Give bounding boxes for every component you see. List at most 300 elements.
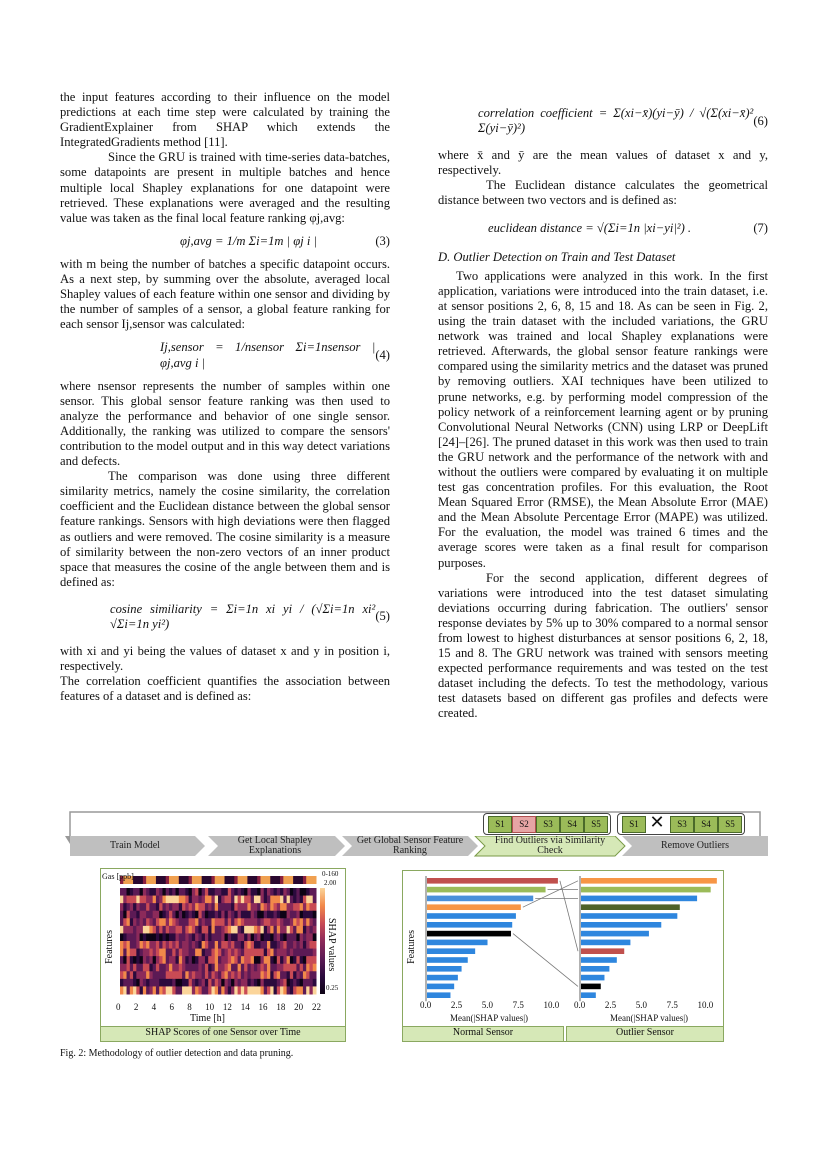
heatmap-cell: [120, 971, 124, 979]
heatmap-cell: [211, 926, 215, 934]
gas-cell: [218, 876, 222, 884]
heatmap-cell: [195, 949, 199, 957]
gas-cell: [290, 876, 294, 884]
heatmap-cell: [146, 964, 150, 972]
heatmap-cell: [287, 956, 291, 964]
bar: [427, 940, 488, 946]
heatmap-cell: [303, 888, 307, 896]
heatmap-cell: [274, 986, 278, 994]
heatmap-cell: [234, 941, 238, 949]
heatmap-cell: [306, 986, 310, 994]
colorbar: [320, 888, 325, 994]
heatmap-cell: [218, 941, 222, 949]
heatmap-cell: [296, 986, 300, 994]
heatmap-cell: [205, 903, 209, 911]
heatmap-cell: [192, 896, 196, 904]
heatmap-cell: [195, 888, 199, 896]
heatmap-cell: [244, 941, 248, 949]
heatmap-cell: [133, 979, 137, 987]
bar-x-tick: 7.5: [512, 1000, 524, 1010]
heatmap-cell: [166, 888, 170, 896]
heatmap-cell: [189, 956, 193, 964]
heatmap-cell: [146, 956, 150, 964]
heatmap-cell: [189, 941, 193, 949]
heatmap-cell: [283, 903, 287, 911]
heatmap-cell: [267, 941, 271, 949]
heatmap-cell: [303, 986, 307, 994]
heatmap-cell: [179, 933, 183, 941]
bar: [581, 957, 617, 963]
heatmap-cell: [127, 933, 131, 941]
bar-x-tick: 10.0: [543, 1000, 560, 1010]
heatmap-cell: [127, 888, 131, 896]
heatmap-cell: [264, 964, 268, 972]
heatmap-cell: [257, 933, 261, 941]
heatmap-cell: [189, 933, 193, 941]
heatmap-cell: [241, 941, 245, 949]
heatmap-cell: [159, 986, 163, 994]
heatmap-cell: [270, 933, 274, 941]
heatmap-cell: [287, 933, 291, 941]
heatmap-cell: [257, 926, 261, 934]
bar: [427, 904, 521, 910]
heatmap-cell: [254, 949, 258, 957]
heatmap-cell: [241, 964, 245, 972]
heatmap-cell: [179, 941, 183, 949]
heatmap-x-tick: 8: [187, 1002, 192, 1012]
heatmap-cell: [238, 926, 242, 934]
heatmap-cell: [215, 896, 219, 904]
heatmap-cell: [130, 986, 134, 994]
heatmap-cell: [215, 903, 219, 911]
heatmap-cell: [260, 926, 264, 934]
heatmap-cell: [156, 888, 160, 896]
heatmap-cell: [257, 979, 261, 987]
figure-caption: Fig. 2: Methodology of outlier detection and data pruning.: [60, 1048, 294, 1059]
heatmap-cell: [313, 918, 317, 926]
heatmap-cell: [205, 918, 209, 926]
heatmap-cell: [225, 926, 229, 934]
heatmap-cell: [234, 986, 238, 994]
heatmap-cell: [303, 971, 307, 979]
heatmap-cell: [202, 888, 206, 896]
heatmap-cell: [247, 979, 251, 987]
equation-3: φj,avg = 1/m Σi=1m | φj i | (3): [180, 233, 390, 248]
heatmap-cell: [257, 964, 261, 972]
heatmap-cell: [244, 986, 248, 994]
bar: [581, 984, 601, 990]
heatmap-cell: [182, 933, 186, 941]
heatmap-cell: [215, 964, 219, 972]
heatmap-cell: [277, 941, 281, 949]
heatmap-cell: [149, 964, 153, 972]
heatmap-cell: [136, 949, 140, 957]
right-column: [438, 104, 768, 722]
heatmap-cell: [215, 911, 219, 919]
heatmap-cell: [254, 918, 258, 926]
heatmap-cell: [182, 964, 186, 972]
heatmap-cell: [290, 911, 294, 919]
heatmap-cell: [309, 933, 313, 941]
heatmap-cell: [198, 896, 202, 904]
heatmap-cell: [238, 903, 242, 911]
heatmap-cell: [123, 949, 127, 957]
heatmap-cell: [123, 896, 127, 904]
colorbar-max: 2.00: [324, 879, 337, 887]
gas-cell: [293, 876, 297, 884]
heatmap-cell: [149, 941, 153, 949]
heatmap-cell: [218, 971, 222, 979]
heatmap-cell: [176, 926, 180, 934]
heatmap-cell: [156, 903, 160, 911]
heatmap-cell: [172, 896, 176, 904]
heatmap-cell: [274, 911, 278, 919]
gas-cell: [162, 876, 166, 884]
heatmap-cell: [247, 956, 251, 964]
heatmap-cell: [234, 896, 238, 904]
heatmap-cell: [149, 918, 153, 926]
paragraph: where x̄ and ȳ are the mean values of dataset x and y, respectively.: [438, 148, 768, 178]
heatmap-cell: [251, 964, 255, 972]
heatmap-cell: [202, 926, 206, 934]
heatmap-cell: [182, 971, 186, 979]
heatmap-cell: [234, 933, 238, 941]
gas-cell: [205, 876, 209, 884]
heatmap-cell: [274, 903, 278, 911]
heatmap-cell: [221, 926, 225, 934]
gas-cell: [198, 876, 202, 884]
heatmap-cell: [313, 911, 317, 919]
heatmap-cell: [153, 911, 157, 919]
heatmap-cell: [244, 956, 248, 964]
heatmap-cell: [208, 911, 212, 919]
heatmap-cell: [185, 941, 189, 949]
gas-cell: [189, 876, 193, 884]
heatmap-cell: [274, 918, 278, 926]
heatmap-cell: [162, 926, 166, 934]
heatmap-cell: [277, 896, 281, 904]
heatmap-cell: [189, 903, 193, 911]
heatmap-cell: [221, 964, 225, 972]
colorbar-label: SHAP values: [326, 918, 337, 972]
gas-cell: [202, 876, 206, 884]
heatmap-cell: [127, 971, 131, 979]
bar: [427, 984, 454, 990]
heatmap-cell: [143, 933, 147, 941]
bar-x-tick: 10.0: [697, 1000, 714, 1010]
heatmap-cell: [241, 896, 245, 904]
gas-cell: [143, 876, 147, 884]
gas-cell: [234, 876, 238, 884]
heatmap-cell: [215, 971, 219, 979]
heatmap-cell: [185, 933, 189, 941]
heatmap-cell: [313, 971, 317, 979]
heatmap-cell: [221, 888, 225, 896]
heatmap-cell: [290, 933, 294, 941]
heatmap-cell: [211, 911, 215, 919]
paragraph: Since the GRU is trained with time-series data-batches, some datapoints are present in multiple batches and hence multiple local Shapley explanations for one datapoint were retrieved. These explanations were averaged and the resulting value was taken as the final local feature ranking φj,avg:: [60, 150, 390, 225]
bar: [427, 966, 462, 972]
bar: [427, 913, 516, 919]
heatmap-cell: [202, 949, 206, 957]
heatmap-cell: [192, 949, 196, 957]
heatmap-cell: [189, 949, 193, 957]
heatmap-cell: [140, 971, 144, 979]
heatmap-cell: [270, 903, 274, 911]
heatmap-cell: [208, 888, 212, 896]
heatmap-cell: [127, 956, 131, 964]
heatmap-cell: [172, 918, 176, 926]
heatmap-cell: [277, 986, 281, 994]
heatmap-cell: [215, 956, 219, 964]
bar-x-tick: 5.0: [481, 1000, 493, 1010]
paragraph: the input features according to their influence on the model predictions at each time step were calculated by training the GradientExplainer from SHAP which extends the IntegratedGradients method [11].: [60, 90, 390, 150]
heatmap-cell: [205, 933, 209, 941]
heatmap-cell: [159, 956, 163, 964]
heatmap-cell: [306, 979, 310, 987]
heatmap-cell: [120, 979, 124, 987]
heatmap-cell: [140, 918, 144, 926]
heatmap-cell: [176, 986, 180, 994]
heatmap-cell: [254, 933, 258, 941]
heatmap-cell: [123, 911, 127, 919]
heatmap-cell: [296, 903, 300, 911]
heatmap-cell: [172, 888, 176, 896]
heatmap-cell: [309, 911, 313, 919]
heatmap-cell: [159, 911, 163, 919]
heatmap-cell: [293, 896, 297, 904]
heatmap-cell: [127, 918, 131, 926]
heatmap-cell: [185, 956, 189, 964]
heatmap-cell: [153, 964, 157, 972]
heatmap-x-tick: 6: [169, 1002, 174, 1012]
heatmap-cell: [254, 956, 258, 964]
heatmap-cell: [211, 888, 215, 896]
heatmap-cell: [270, 911, 274, 919]
heatmap-cell: [293, 979, 297, 987]
paragraph: Two applications were analyzed in this work. In the first application, variations were introduced into the train dataset, i.e. at sensor positions 2, 6, 8, 15 and 18. As can be seen in Fig. 2, using the train dataset with the included variations, the GRU network was trained and local Shapley explanations were retrieved. Afterwards, the global sensor feature rankings were compared using the similarity metrics and the dataset was pruned by removing outliers. XAI techniques have been utilized to prune networks, e.g. by performing model compression of the policy network of a reinforcement learning agent or by pruning Convolutional Neural Networks (CNN) using LRP or DeepLift [24]–[26]. The pruned dataset in this work was then used to train the GRU network and the performance of the network with and without the outliers were compared by evaluating it on multiple test gas concentration profiles. For this evaluation, the Root Mean Squared Error (RMSE), the Mean Absolute Error (MAE) and the Mean Absolute Percentage Error (MAPE) was utilized. For the evaluation, the model was trained 6 times and the average scores were taken as a final result for comparison purposes.: [438, 268, 768, 570]
heatmap-cell: [218, 926, 222, 934]
heatmap-cell: [264, 933, 268, 941]
heatmap-cell: [205, 941, 209, 949]
heatmap-cell: [231, 941, 235, 949]
heatmap-cell: [293, 949, 297, 957]
heatmap-cell: [267, 971, 271, 979]
heatmap-cell: [189, 911, 193, 919]
heatmap-cell: [257, 971, 261, 979]
paragraph: with xi and yi being the values of dataset x and y in position i, respectively.: [60, 644, 390, 674]
sensor-chip: S5: [584, 816, 608, 833]
heatmap-cell: [313, 903, 317, 911]
gas-cell: [146, 876, 150, 884]
heatmap-cell: [260, 949, 264, 957]
heatmap-cell: [254, 979, 258, 987]
heatmap-cell: [192, 911, 196, 919]
heatmap-cell: [215, 933, 219, 941]
heatmap-cell: [221, 933, 225, 941]
heatmap-cell: [176, 941, 180, 949]
heatmap-cell: [274, 926, 278, 934]
heatmap-cell: [169, 933, 173, 941]
heatmap-cell: [296, 933, 300, 941]
heatmap-cell: [287, 911, 291, 919]
heatmap-cell: [300, 896, 304, 904]
heatmap-cell: [309, 903, 313, 911]
bar: [581, 966, 609, 972]
heatmap-cell: [123, 918, 127, 926]
heatmap-cell: [309, 896, 313, 904]
heatmap-cell: [293, 918, 297, 926]
heatmap-cell: [218, 964, 222, 972]
heatmap-cell: [234, 911, 238, 919]
heatmap-cell: [198, 964, 202, 972]
heatmap-cell: [143, 911, 147, 919]
heatmap-cell: [280, 903, 284, 911]
heatmap-x-tick: 2: [133, 1002, 139, 1012]
heatmap-cell: [241, 986, 245, 994]
heatmap-cell: [309, 926, 313, 934]
heatmap-cell: [283, 949, 287, 957]
heatmap-cell: [198, 956, 202, 964]
heatmap-cell: [231, 979, 235, 987]
heatmap-cell: [234, 888, 238, 896]
heatmap-cell: [254, 926, 258, 934]
heatmap-cell: [140, 888, 144, 896]
bar: [581, 887, 711, 893]
heatmap-cell: [309, 918, 313, 926]
sensor-chip: S1: [488, 816, 512, 833]
heatmap-cell: [176, 971, 180, 979]
heatmap-cell: [146, 979, 150, 987]
heatmap-cell: [277, 956, 281, 964]
heatmap-cell: [287, 888, 291, 896]
heatmap-cell: [225, 941, 229, 949]
heatmap-cell: [238, 918, 242, 926]
heatmap-cell: [133, 964, 137, 972]
gas-cell: [247, 876, 251, 884]
heatmap-cell: [287, 903, 291, 911]
heatmap-cell: [176, 979, 180, 987]
heatmap-cell: [208, 896, 212, 904]
heatmap-cell: [247, 971, 251, 979]
heatmap-cell: [211, 933, 215, 941]
heatmap-cell: [225, 986, 229, 994]
heatmap-cell: [120, 956, 124, 964]
heatmap-cell: [313, 941, 317, 949]
heatmap-cell: [156, 918, 160, 926]
heatmap-cell: [244, 926, 248, 934]
heatmap-cell: [280, 918, 284, 926]
heatmap-cell: [283, 986, 287, 994]
heatmap-cell: [218, 918, 222, 926]
heatmap-cell: [251, 896, 255, 904]
heatmap-cell: [192, 979, 196, 987]
gas-cell: [309, 876, 313, 884]
heatmap-cell: [228, 956, 232, 964]
heatmap-cell: [140, 933, 144, 941]
heatmap-cell: [218, 888, 222, 896]
heatmap-cell: [127, 903, 131, 911]
heatmap-cell: [287, 949, 291, 957]
heatmap-cell: [192, 964, 196, 972]
heatmap-cell: [274, 956, 278, 964]
heatmap-cell: [159, 926, 163, 934]
heatmap-cell: [218, 986, 222, 994]
gas-cell: [254, 876, 258, 884]
heatmap-cell: [143, 888, 147, 896]
heatmap-cell: [300, 964, 304, 972]
heatmap-cell: [231, 971, 235, 979]
heatmap-cell: [260, 986, 264, 994]
heatmap-cell: [231, 903, 235, 911]
heatmap-cell: [159, 888, 163, 896]
heatmap-x-tick: 10: [205, 1002, 215, 1012]
heatmap-cell: [172, 956, 176, 964]
heatmap-cell: [283, 926, 287, 934]
heatmap-cell: [254, 986, 258, 994]
heatmap-cell: [270, 896, 274, 904]
heatmap-cell: [146, 918, 150, 926]
heatmap-cell: [225, 949, 229, 957]
heatmap-cell: [241, 933, 245, 941]
heatmap-cell: [189, 986, 193, 994]
heatmap-cell: [162, 979, 166, 987]
heatmap-cell: [143, 979, 147, 987]
sensor-chip: S4: [694, 816, 718, 833]
heatmap-cell: [234, 918, 238, 926]
heatmap-cell: [169, 888, 173, 896]
heatmap-cell: [195, 933, 199, 941]
heatmap-cell: [287, 986, 291, 994]
heatmap-cell: [185, 918, 189, 926]
heatmap-x-label: Time [h]: [190, 1013, 225, 1024]
heatmap-cell: [260, 933, 264, 941]
heatmap-cell: [290, 903, 294, 911]
heatmap-cell: [162, 918, 166, 926]
heatmap-cell: [182, 926, 186, 934]
outlier-title: Outlier Sensor: [566, 1026, 724, 1042]
heatmap-cell: [221, 903, 225, 911]
heatmap-cell: [221, 979, 225, 987]
heatmap-cell: [309, 956, 313, 964]
heatmap-cell: [280, 971, 284, 979]
heatmap-cell: [277, 933, 281, 941]
gas-cell: [225, 876, 229, 884]
heatmap-cell: [225, 933, 229, 941]
heatmap-cell: [123, 956, 127, 964]
heatmap-x-tick: 18: [276, 1002, 286, 1012]
heatmap-cell: [123, 971, 127, 979]
heatmap-cell: [195, 971, 199, 979]
heatmap-cell: [313, 956, 317, 964]
heatmap-cell: [166, 903, 170, 911]
heatmap-cell: [120, 911, 124, 919]
heatmap-cell: [238, 911, 242, 919]
heatmap-cell: [162, 949, 166, 957]
heatmap-cell: [127, 941, 131, 949]
heatmap-cell: [153, 933, 157, 941]
bar: [427, 896, 533, 902]
heatmap-cell: [205, 971, 209, 979]
heatmap-cell: [290, 926, 294, 934]
heatmap-cell: [120, 926, 124, 934]
gas-cell: [179, 876, 183, 884]
heatmap-cell: [162, 964, 166, 972]
heatmap-cell: [133, 971, 137, 979]
heatmap-cell: [277, 971, 281, 979]
heatmap-cell: [156, 933, 160, 941]
gas-cell: [228, 876, 232, 884]
